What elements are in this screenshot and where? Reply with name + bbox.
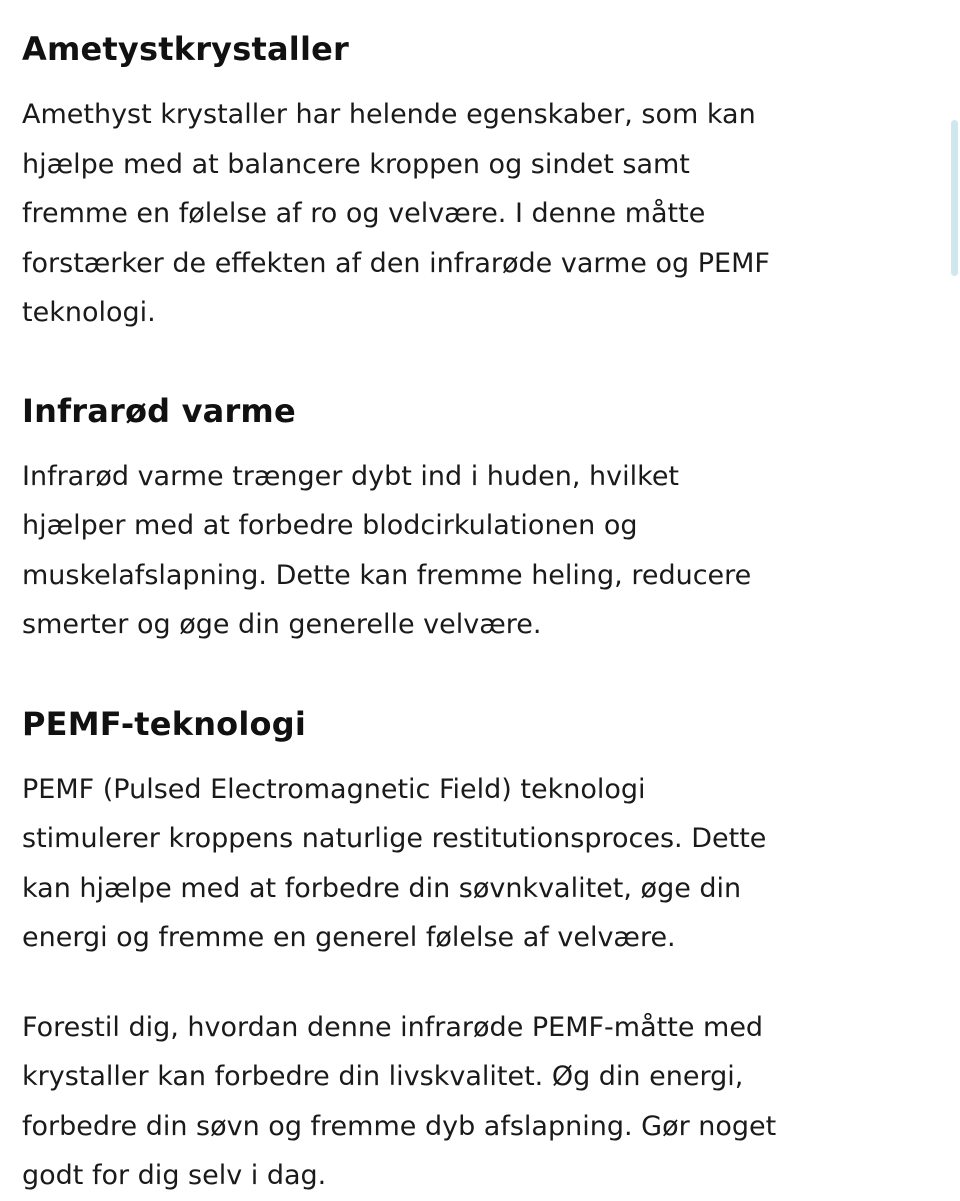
section-title-amethyst: Ametystkrystaller	[22, 30, 349, 68]
product-description	[22, 25, 922, 1201]
section-text-pemf: PEMF (Pulsed Electromagnetic Field) teknologi stimulerer kroppens naturlige restitutionsproces. Dette kan hjælpe med at forbedre din søvnkvalitet, øge din energi og fremme en generel følelse af velvære.	[22, 773, 767, 953]
section-title-pemf: PEMF-teknologi	[22, 704, 306, 743]
scrollbar-thumb[interactable]	[951, 120, 958, 276]
vertical-scrollbar[interactable]	[946, 0, 960, 1196]
section-amethyst-crystals	[22, 25, 922, 338]
section-pemf-technology	[22, 700, 922, 963]
closing-paragraph: Forestil dig, hvordan denne infrarøde PEMF-måtte med krystaller kan forbedre din livskvalitet. Øg din energi, forbedre din søvn og fremme dyb afslapning. Gør noget godt for dig selv i dag.	[22, 1011, 777, 1191]
section-infrared-heat	[22, 387, 922, 650]
section-title-infrared: Infrarød varme	[22, 391, 296, 430]
section-text-amethyst: Amethyst krystaller har helende egenskaber, som kan hjælpe med at balancere kroppen og sindet samt fremme en følelse af ro og velvære. I denne måtte forstærker de effekten af den infrarøde varme og PEMF teknologi.	[22, 99, 770, 328]
section-text-infrared: Infrarød varme trænger dybt ind i huden, hvilket hjælper med at forbedre blodcirkulationen og muskelafslapning. Dette kan fremme heling, reducere smerter og øge din generelle velvære.	[22, 460, 752, 640]
